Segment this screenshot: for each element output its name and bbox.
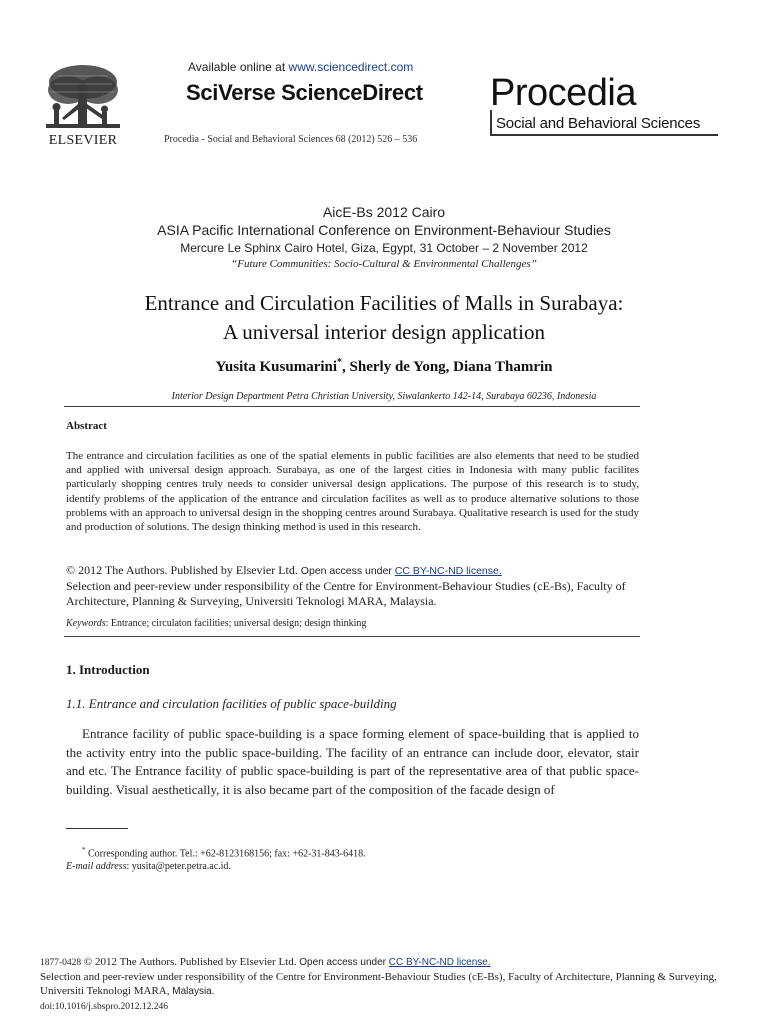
paper-title-line-2: A universal interior design application <box>223 320 545 344</box>
paper-title-line-1: Entrance and Circulation Facilities of Malls in Surabaya: <box>144 291 624 315</box>
conference-venue: Mercure Le Sphinx Cairo Hotel, Giza, Egypt, 31 October – 2 November 2012 <box>180 241 588 255</box>
footer-malaysia: Malaysia. <box>169 986 215 997</box>
issn: 1877-0428 <box>40 958 82 968</box>
conference-theme: “Future Communities: Socio-Cultural & Environmental Challenges” <box>231 258 537 270</box>
author-1: Yusita Kusumarini <box>215 359 338 375</box>
keywords-list: : Entrance; circulaton facilities; universal design; design thinking <box>105 618 367 629</box>
abstract-text: The entrance and circulation facilities as one of the spatial elements in public facilities are also elements that need to be studied and applied with universal design approach. Surabaya, as one of the largest cities in Indonesia with many public facilites particularly shopping centres truly needs to consider universal design applications. The purpose of this research is to study, identify problems of the application of the entrance and circulation facilites as well as to produce alternative solutions to those problems with an approach to universal design in the shopping centres around Surabaya. Qualitative research is used for the study and production of solutions. The design thinking method is used in this research. <box>66 450 639 534</box>
keywords-label: Keywords <box>66 618 106 629</box>
abstract-bottom-rule <box>64 636 640 637</box>
author-affiliation: Interior Design Department Petra Christian University, Siwalankerto 142-14, Surabaya 60236, Indonesia <box>171 391 597 402</box>
email-address[interactable]: : yusita@peter.petra.ac.id. <box>126 861 231 872</box>
footnote-contact: Corresponding author. Tel.: +62-8123168156; fax: +62-31-843-6418. <box>85 848 366 860</box>
copyright-notice <box>66 563 666 609</box>
journal-subtitle: Social and Behavioral Sciences <box>496 115 701 132</box>
author-list <box>0 357 768 376</box>
page-footer <box>40 955 740 1014</box>
footer-open-access: Open access under <box>296 957 389 968</box>
platform-name: SciVerse ScienceDirect <box>186 80 423 105</box>
abstract-heading: Abstract <box>66 420 107 432</box>
footnote-mark: * <box>82 846 86 854</box>
email-label: E-mail address <box>66 861 127 872</box>
open-access-text: Open access under <box>297 565 395 577</box>
corresponding-author-footnote <box>82 846 366 859</box>
subsection-heading: 1.1. Entrance and circulation facilities of public space-building <box>66 696 397 711</box>
abstract-top-rule <box>64 406 640 407</box>
journal-citation: Procedia - Social and Behavioral Sciences 68 (2012) 526 – 536 <box>164 134 418 145</box>
journal-title: Procedia <box>490 72 636 114</box>
footer-license-link[interactable]: CC BY-NC-ND license. <box>388 957 491 968</box>
footer-peer-review: Selection and peer-review under responsibility of the Centre for Environment-Behaviour Studies (cE-Bs), Faculty of Architecture, Planning & Surveying, Universiti Teknologi MARA, <box>40 971 717 997</box>
email-footnote <box>66 861 231 872</box>
sciencedirect-link[interactable]: www.sciencedirect.com <box>288 60 414 74</box>
conference-name: AicE-Bs 2012 Cairo <box>322 204 446 220</box>
footnote-rule <box>66 828 128 829</box>
available-prefix: Available online at <box>188 60 289 74</box>
peer-review-text: Selection and peer-review under responsibility of the Centre for Environment-Behaviour Studies (cE-Bs), Faculty of Architecture, Planning & Surveying, Universiti Teknologi MARA, Malaysia. <box>66 579 626 608</box>
body-paragraph: Entrance facility of public space-building is a space forming element of space-building that is applied to the activity entry into the public space-building. The facility of an entrance can include door, elevator, stair and etc. The Entrance facility of public space-building is part of the representative area of that public space-building. Visual aesthetically, it is also became part of the composition of the facade design of <box>66 726 639 797</box>
section-heading: 1. Introduction <box>66 662 150 677</box>
footer-copyright: © 2012 The Authors. Published by Elsevier Ltd. <box>81 956 297 968</box>
paper-title <box>0 289 768 347</box>
publisher-name: ELSEVIER <box>48 133 118 148</box>
available-online <box>188 60 413 74</box>
keywords <box>66 618 366 629</box>
copyright-text: © 2012 The Authors. Published by Elsevier Ltd. <box>66 563 298 577</box>
other-authors: , Sherly de Yong, Diana Thamrin <box>342 359 553 375</box>
corresponding-author-mark[interactable]: * <box>337 357 343 368</box>
conference-full-name: ASIA Pacific International Conference on Environment-Behaviour Studies <box>157 222 611 238</box>
doi[interactable]: doi:10.1016/j.sbspro.2012.12.246 <box>40 1002 168 1012</box>
license-link[interactable]: CC BY-NC-ND license. <box>394 565 502 577</box>
